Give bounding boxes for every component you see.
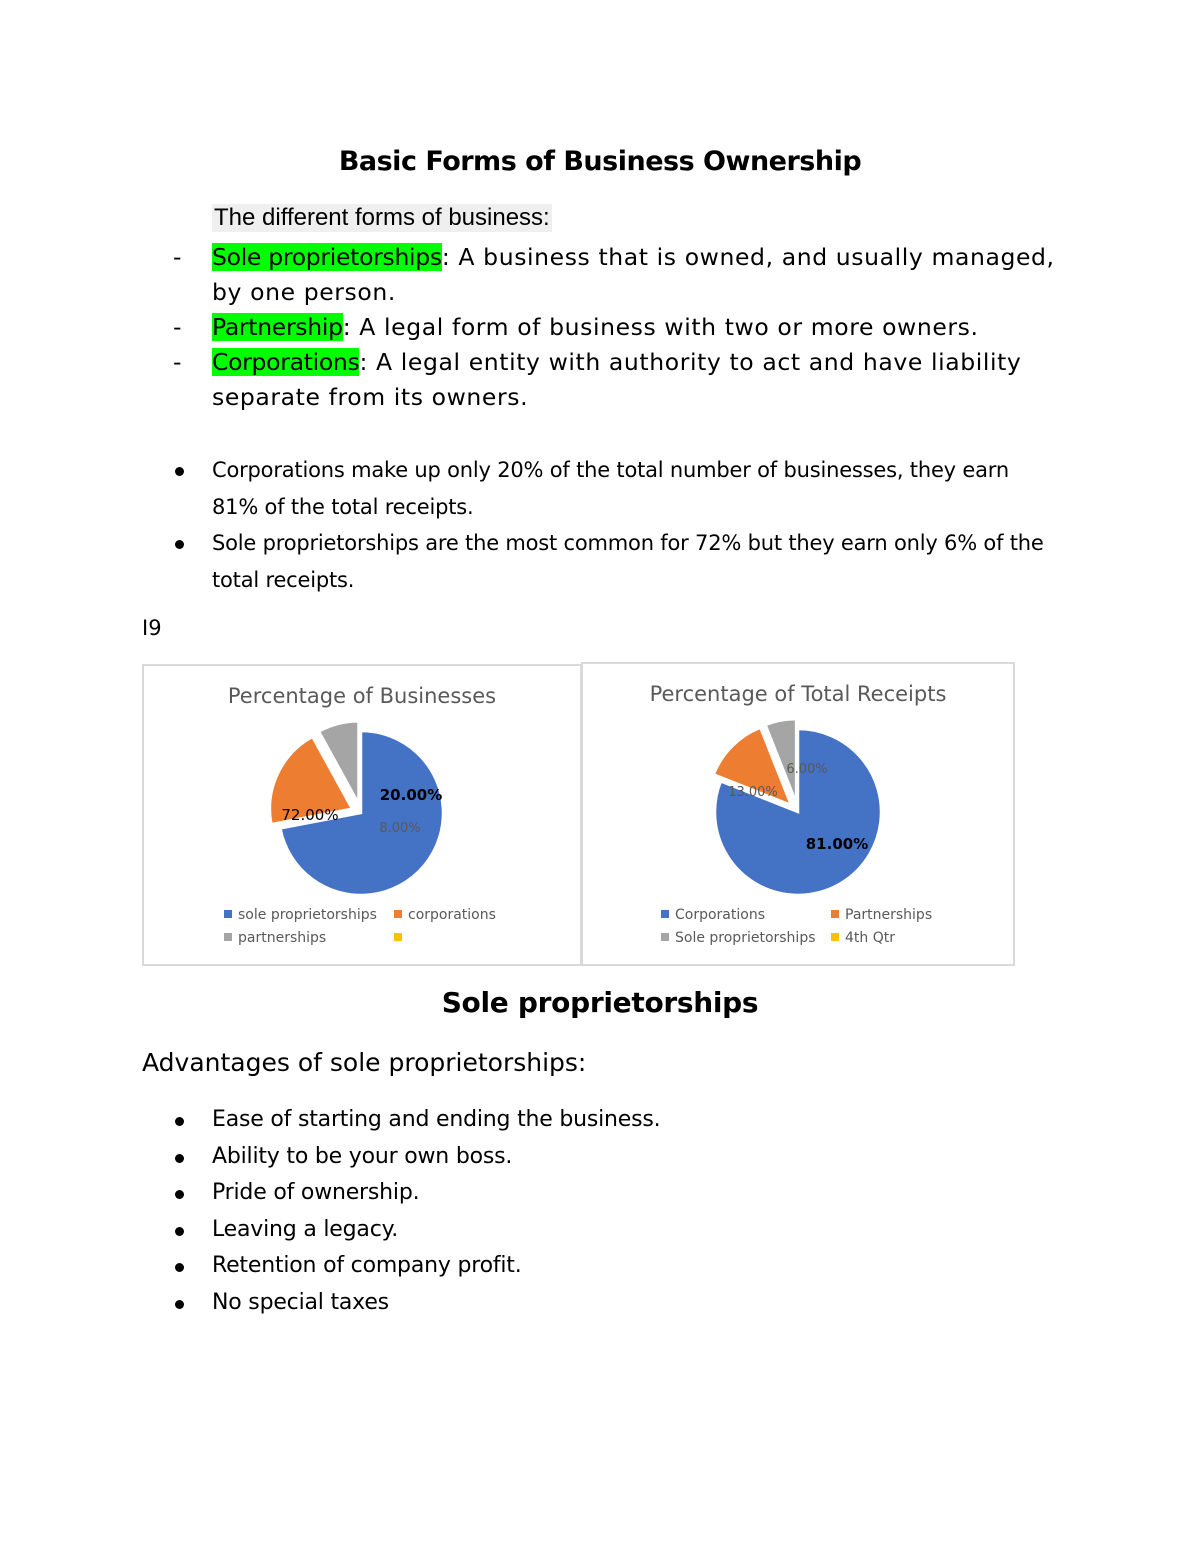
bullet-icon	[175, 467, 184, 476]
legend-label: sole proprietorships	[238, 907, 377, 923]
dash-marker: -	[173, 243, 183, 271]
list-item-text: Ease of starting and ending the business.	[212, 1107, 661, 1132]
legend-swatch	[224, 933, 232, 941]
legend-swatch	[224, 910, 232, 918]
chart-receipts	[581, 662, 1015, 966]
legend-label: Corporations	[675, 907, 765, 923]
pie-data-label: 72.00%	[281, 806, 339, 824]
list-item-text: Sole proprietorships are the most common for 72% but they earn only 6% of the total receipts.	[212, 531, 1044, 592]
bullet-icon	[175, 540, 184, 549]
list-item-text: Pride of ownership.	[212, 1180, 420, 1205]
definitions-list	[173, 240, 1073, 415]
legend-item	[394, 930, 408, 946]
definition-item	[173, 345, 1073, 415]
definition-term: Corporations	[212, 348, 360, 376]
legend-item	[831, 907, 932, 923]
bullet-icon	[175, 1227, 184, 1236]
list-item	[173, 1139, 1053, 1176]
intro-text: The different forms of business:	[214, 204, 550, 231]
legend-swatch	[661, 933, 669, 941]
list-item-text: No special taxes	[212, 1289, 389, 1315]
stray-label: I9	[142, 616, 162, 640]
chart-title: Percentage of Total Receipts	[649, 682, 947, 706]
chart-title: Percentage of Businesses	[227, 684, 497, 708]
legend-swatch	[831, 933, 839, 941]
legend-swatch	[831, 910, 839, 918]
legend-swatch	[394, 933, 402, 941]
page-title: Basic Forms of Business Ownership	[338, 146, 862, 177]
bullet-icon	[175, 1190, 184, 1199]
list-item	[173, 525, 1053, 598]
list-item-text: Leaving a legacy.	[212, 1216, 399, 1242]
definition-text: : A legal entity with authority to act and have liability separate from its owners.	[212, 348, 1022, 411]
bullet-icon	[175, 1263, 184, 1272]
legend-label: partnerships	[238, 930, 327, 946]
list-item	[173, 1248, 1053, 1285]
pie-data-label: 13.00%	[728, 785, 778, 800]
definition-term: Partnership	[212, 313, 343, 341]
pie-data-label: 20.00%	[379, 786, 443, 804]
legend-item	[224, 930, 326, 946]
list-item	[173, 1285, 1053, 1322]
list-item	[173, 1102, 1053, 1139]
list-item-text: Retention of company profit.	[212, 1253, 522, 1278]
stats-list	[173, 452, 1053, 598]
dash-marker: -	[173, 348, 183, 376]
definition-item	[173, 240, 1073, 310]
legend-label: Partnerships	[845, 907, 933, 923]
section-heading: Sole proprietorships	[441, 986, 759, 1019]
advantages-heading: Advantages of sole proprietorships:	[142, 1048, 587, 1077]
legend-label: 4th Qtr	[845, 930, 895, 946]
advantages-list	[173, 1102, 1053, 1321]
legend-label: corporations	[408, 907, 496, 923]
bullet-icon	[175, 1117, 184, 1126]
legend-swatch	[661, 910, 669, 918]
list-item	[173, 1212, 1053, 1249]
definition-text: : A legal form of business with two or more owners.	[342, 313, 979, 341]
dash-marker: -	[173, 313, 183, 341]
list-item-text: Ability to be your own boss.	[212, 1143, 513, 1169]
definition-item	[173, 310, 1073, 345]
legend-item	[224, 907, 377, 923]
pie-data-label: 81.00%	[805, 835, 869, 853]
legend-label: Sole proprietorships	[675, 930, 816, 946]
list-item-text: Corporations make up only 20% of the total number of businesses, they earn 81% of the total receipts.	[212, 458, 1009, 519]
list-item	[173, 452, 1053, 525]
legend-item	[394, 907, 496, 923]
definition-text: : A business that is owned, and usually managed, by one person.	[212, 243, 1055, 306]
legend-item	[661, 907, 765, 923]
bullet-icon	[175, 1154, 184, 1163]
list-item	[173, 1175, 1053, 1212]
bullet-icon	[175, 1300, 184, 1309]
pie-chart-receipts	[583, 664, 1013, 964]
legend-item	[661, 930, 816, 946]
legend-swatch	[394, 910, 402, 918]
chart-businesses	[142, 664, 582, 966]
definition-term: Sole proprietorships	[212, 243, 442, 271]
legend-item	[831, 930, 895, 946]
pie-data-label: 8.00%	[379, 821, 421, 836]
pie-data-label: 6.00%	[786, 762, 828, 777]
